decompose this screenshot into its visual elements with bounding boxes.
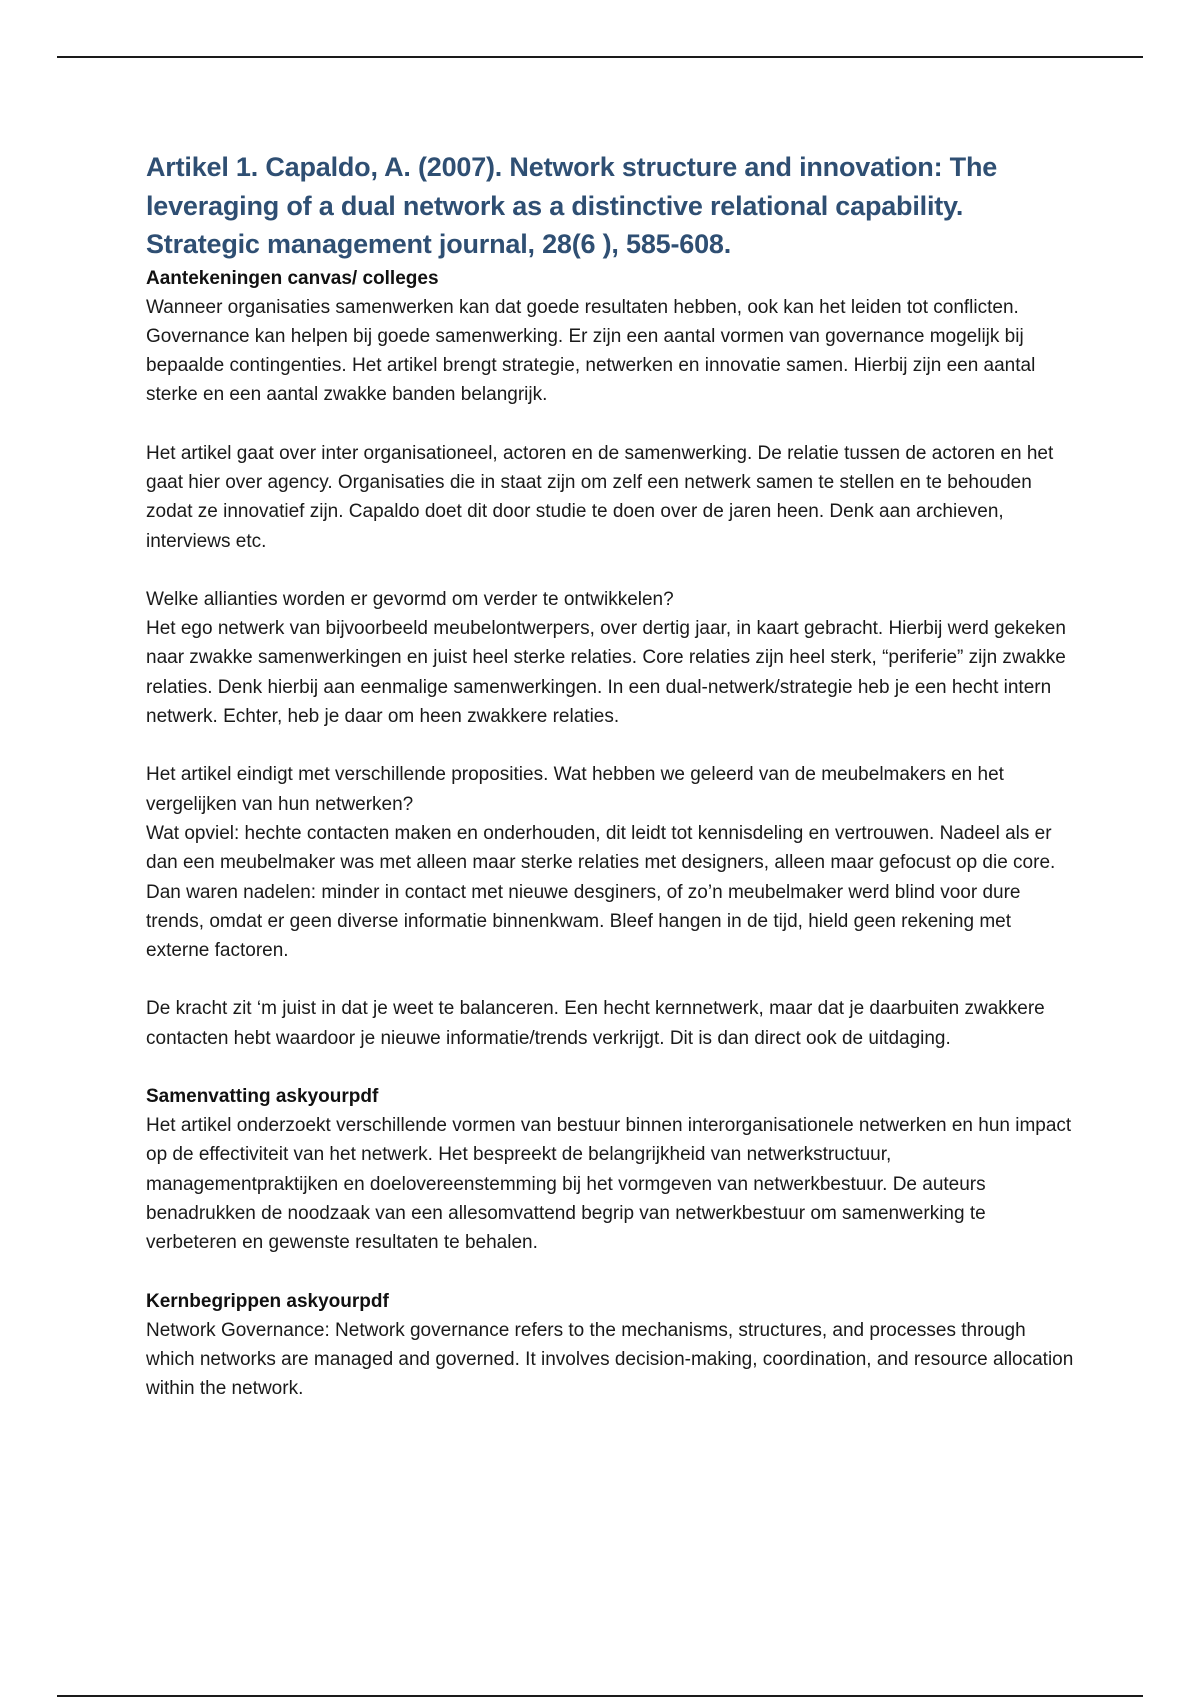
top-rule bbox=[57, 56, 1143, 58]
bottom-rule bbox=[57, 1695, 1143, 1697]
section-heading-summary: Samenvatting askyourpdf bbox=[146, 1086, 379, 1108]
notes-paragraph-6: De kracht zit ‘m juist in dat je weet te balanceren. Een hecht kernnetwerk, maar dat je daarbuiten zwakkere contacten hebt waardoor je nieuwe informatie/trends verkrijgt. Dit is dan direct ook de uitdaging. bbox=[146, 998, 1045, 1049]
section-heading-key-concepts: Kernbegrippen askyourpdf bbox=[146, 1290, 389, 1312]
paragraph-gap bbox=[146, 556, 1076, 585]
paragraph-gap bbox=[146, 1258, 1076, 1287]
notes-question-line: Welke allianties worden er gevormd om verder te ontwikkelen? bbox=[146, 588, 674, 610]
document-body bbox=[146, 148, 1076, 1403]
notes-paragraph-4: Het artikel eindigt met verschillende proposities. Wat hebben we geleerd van de meubelmakers en het vergelijken van hun netwerken? bbox=[146, 764, 1004, 815]
notes-paragraph-5: Wat opviel: hechte contacten maken en onderhouden, dit leidt tot kennisdeling en vertrouwen. Nadeel als er dan een meubelmaker was met alleen maar sterke relaties met designers, alleen maar gefocust op die core. Dan waren nadelen: minder in contact met nieuwe desginers, of zo’n meubelmaker werd blind voor dure trends, omdat er geen diverse informatie binnenkwam. Bleef hangen in de tijd, hield geen rekening met externe factoren. bbox=[146, 822, 1056, 962]
key-concepts-paragraph: Network Governance: Network governance refers to the mechanisms, structures, and processes through which networks are managed and governed. It involves decision-making, coordination, and resource allocation within the network. bbox=[146, 1319, 1074, 1400]
article-title: Artikel 1. Capaldo, A. (2007). Network structure and innovation: The leveraging of a dual network as a distinctive relational capability. Strategic management journal, 28(6 ), 585-608. bbox=[146, 152, 998, 259]
paragraph-gap bbox=[146, 731, 1076, 760]
section-heading-notes: Aantekeningen canvas/ colleges bbox=[146, 267, 439, 289]
notes-paragraph-3: Het ego netwerk van bijvoorbeeld meubelontwerpers, over dertig jaar, in kaart gebracht. Hierbij werd gekeken naar zwakke samenwerkingen en juist heel sterke relaties. Core relaties zijn heel sterk, “periferie” zijn zwakke relaties. Denk hierbij aan eenmalige samenwerkingen. In een dual-netwerk/strategie heb je een hecht intern netwerk. Echter, heb je daar om heen zwakkere relaties. bbox=[146, 618, 1066, 728]
notes-paragraph-2: Het artikel gaat over inter organisationeel, actoren en de samenwerking. De relatie tussen de actoren en het gaat hier over agency. Organisaties die in staat zijn om zelf een netwerk samen te stellen en te behouden zodat ze innovatief zijn. Capaldo doet dit door studie te doen over de jaren heen. Denk aan archieven, interviews etc. bbox=[146, 442, 1054, 552]
paragraph-gap bbox=[146, 1053, 1076, 1082]
notes-paragraph-1: Wanneer organisaties samenwerken kan dat goede resultaten hebben, ook kan het leiden tot conflicten. Governance kan helpen bij goede samenwerking. Er zijn een aantal vormen van governance mogelijk bij bepaalde contingenties. Het artikel brengt strategie, netwerken en innovatie samen. Hierbij zijn een aantal sterke en een aantal zwakke banden belangrijk. bbox=[146, 296, 1036, 406]
paragraph-gap bbox=[146, 410, 1076, 439]
paragraph-gap bbox=[146, 965, 1076, 994]
summary-paragraph: Het artikel onderzoekt verschillende vormen van bestuur binnen interorganisationele netwerken en hun impact op de effectiviteit van het netwerk. Het bespreekt de belangrijkheid van netwerkstructuur, managementpraktijken en doelovereenstemming bij het vormgeven van netwerkbestuur. De auteurs benadrukken de noodzaak van een allesomvattend begrip van netwerkbestuur om samenwerking te verbeteren en gewenste resultaten te behalen. bbox=[146, 1115, 1072, 1254]
